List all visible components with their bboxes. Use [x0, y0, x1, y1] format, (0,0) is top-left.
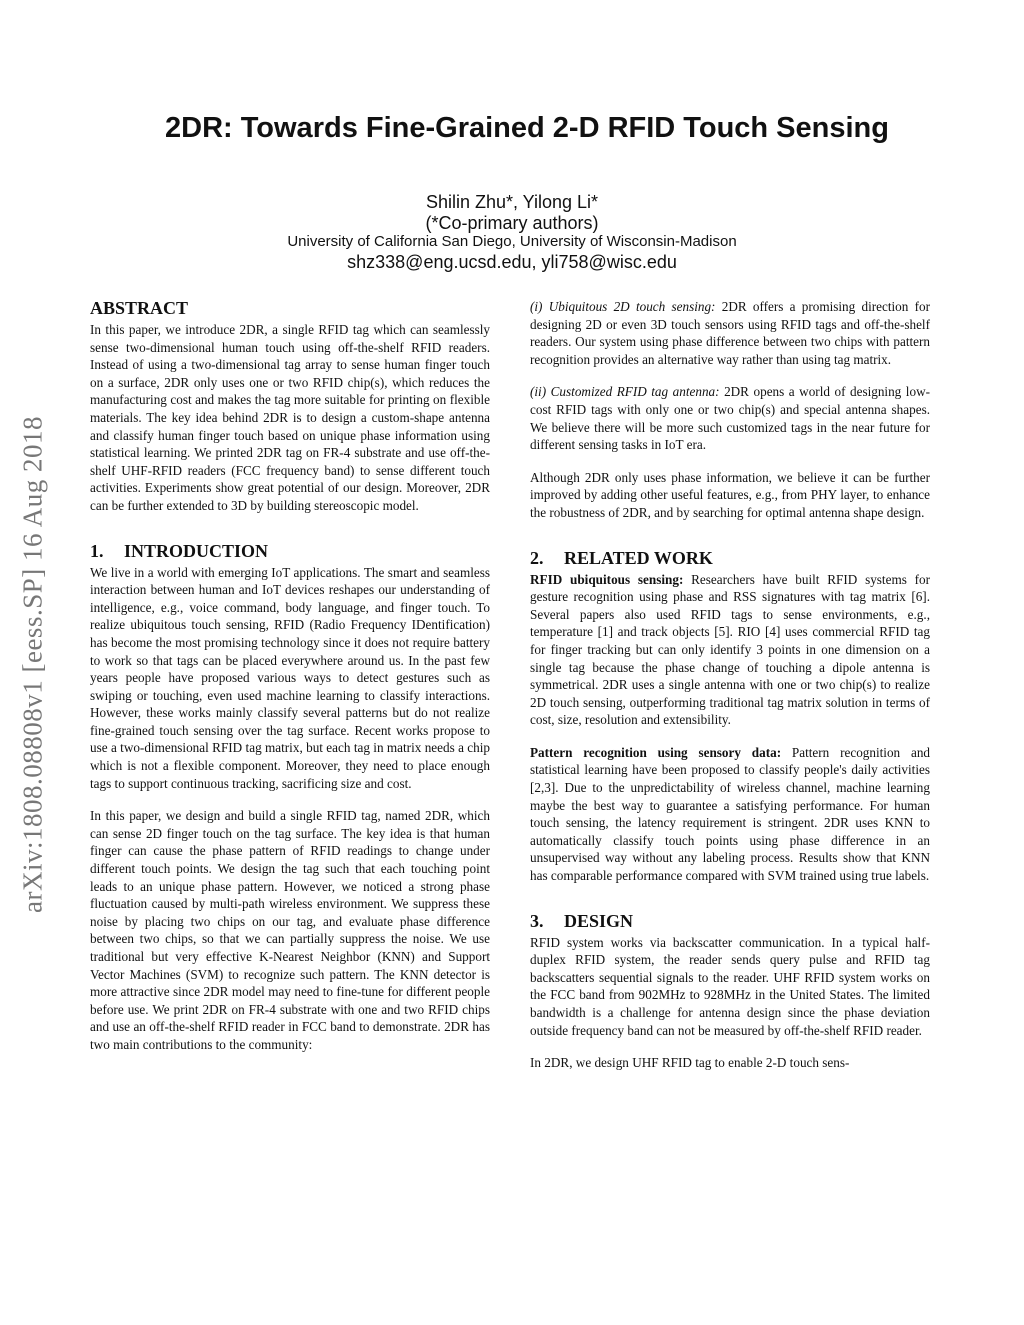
related-rfid-text: Researchers have built RFID systems for gesture recognition using phase and RSS signatures with tag matrix [6]. Several papers also used RFID tags to sense environments, e.g., temperature [1] and track objects [5]. RIO [4] uses commercial RFID tag for finger tracking but can only identify 3 points in one dimension on a single tag because the phase change of touching a dipole antenna is symmetrical. 2DR uses a single antenna with one or two chip(s) to realize 2D touch sensing, outperforming traditional tag matrix solution in terms of cost, size, resolution and extensibility. — [530, 571, 931, 728]
related-work-heading: 2. RELATED WORK — [530, 547, 713, 568]
abstract-text: In this paper, we introduce 2DR, a single RFID tag which can seamlessly sense two-dimensional human touch using off-the-shelf RFID readers. Instead of using a two-dimensional tag array to sense human finger touch on a surface, 2DR only uses one or two RFID chip(s), which reduces the manufacturing cost and makes the tag more suitable for printing on flexible materials. The key idea behind 2DR is to design a custom-shape antenna and classify human finger touch based on unique phase information using statistical learning. We printed 2DR tag on FR-4 substrate and use off-the-shelf UHF-RFID readers (FCC frequency band) to sense different touch activities. Experiments show great potential of our design. Moreover, 2DR can be further extended to 3D by building stereoscopic model. — [90, 322, 490, 513]
related-rfid-label: RFID ubiquitous sensing: — [530, 571, 684, 587]
design-paragraph-2: In 2DR, we design UHF RFID tag to enable 2-D touch sens- — [530, 1055, 850, 1071]
contribution-1-label: (i) Ubiquitous 2D touch sensing: — [530, 299, 716, 314]
contribution-2 — [530, 383, 930, 453]
left-column — [90, 298, 490, 1069]
related-rfid — [530, 571, 930, 729]
contribution-2-label: (ii) Customized RFID tag antenna: — [530, 384, 720, 400]
design-paragraph-1: RFID system works via backscatter communication. In a typical half-duplex RFID system, the reader sends query pulse and RFID tag backscatters sequential signals to the reader. UHF RFID system works on the FCC band from 902MHz to 928MHz in the United States. The limited bandwidth is a challenge for antenna design since the phase deviation outside frequency band can not be measured by off-the-shelf RFID reader. — [530, 934, 930, 1038]
author-note: (*Co-primary authors) — [425, 213, 599, 233]
related-pattern — [530, 744, 930, 885]
related-pattern-text: Pattern recognition and statistical learning have been proposed to classify people's daily activities [2,3]. Due to the unpredictability of wireless channel, machine learning maybe the best way to guarantee a satisfying performance. For human touch sensing, the latency requirement is stringent. 2DR uses KNN to automatically classify touch points using phase difference in an unsupervised way without any labeling process. Results show that KNN has comparable performance compared with SVM trained using true labels. — [530, 744, 931, 884]
contribution-2-text: 2DR opens a world of designing low-cost RFID tags with only one or two chip(s) and special antenna shapes. We believe there will be more such customized tags in the near future for different sensing tasks in IoT era. — [530, 384, 930, 453]
related-pattern-label: Pattern recognition using sensory data: — [530, 744, 782, 760]
paper-title: 2DR: Towards Fine-Grained 2-D RFID Touch Sensing — [165, 112, 889, 144]
arxiv-side-stamp: arXiv:1808.08808v1 [eess.SP] 16 Aug 2018 — [17, 416, 48, 914]
contribution-1-text: 2DR offers a promising direction for designing 2D or even 3D touch sensors using RFID tags and off-the-shelf readers. Our system using phase difference between two chips with pattern recognition provides an alternative way rather than using tag matrix. — [530, 299, 931, 367]
intro-heading: 1. INTRODUCTION — [90, 540, 269, 561]
author-emails: shz338@eng.ucsd.edu, yli758@wisc.edu — [347, 252, 677, 272]
abstract-heading: ABSTRACT — [90, 298, 189, 318]
author-affiliation: University of California San Diego, University of Wisconsin-Madison — [287, 233, 737, 250]
intro-paragraph-2: In this paper, we design and build a single RFID tag, named 2DR, which can sense 2D finger touch on the tag surface. The key idea is that human finger can cause the phase pattern of RFID readings to change under different touch points. We design the tag such that each touching point leads to an unique phase pattern. However, we noticed a strong phase fluctuation caused by multi-path wireless environment. We suppress these noise by placing two chips on our tag, and evaluate phase difference between two chips, so that we can partially suppress the noise. We use traditional but very effective K-Nearest Neighbor (KNN) and Support Vector Machines (SVM) to recognize such pattern. The KNN detector is more attractive since 2DR model may need to fine-tune for different people before use. We print 2DR on FR-4 substrate with one and two RFID chips and use an off-the-shelf RFID reader in FCC band to demonstrate. 2DR has two main contributions to the community: — [90, 808, 490, 1052]
intro-paragraph-1: We live in a world with emerging IoT applications. The smart and seamless interaction between human and IoT devices reshapes our understanding of intelligence, e.g., voice command, body language, and finger touch. To realize ubiquitous touch sensing, RFID (Radio Frequency IDentification) has become the most promising technology since it does not require battery to work so that tags can be placed everywhere around us. In the past few years people have proposed various ways to detect gestures such as swiping or touching, even used machine learning to classify interactions. However, these works mainly classify several patterns but do not realize fine-grained touch sensing over the tag surface. Recent works propose to use a two-dimensional RFID tag matrix, but each tag in matrix needs a chip which is not a flexible component. Moreover, they need to place enough tags to support continuous tracking, sacrificing size and cost. — [90, 564, 490, 791]
right-column — [530, 298, 930, 1087]
author-block — [0, 192, 1024, 273]
design-heading: 3. DESIGN — [530, 910, 634, 931]
author-names: Shilin Zhu*, Yilong Li* — [425, 192, 599, 212]
contribution-paragraph: Although 2DR only uses phase information, we believe it can be further improved by adding other useful features, e.g., from PHY layer, to enhance the robustness of 2DR, and by searching for optimal antenna shape design. — [530, 469, 930, 520]
contribution-1 — [530, 298, 930, 368]
